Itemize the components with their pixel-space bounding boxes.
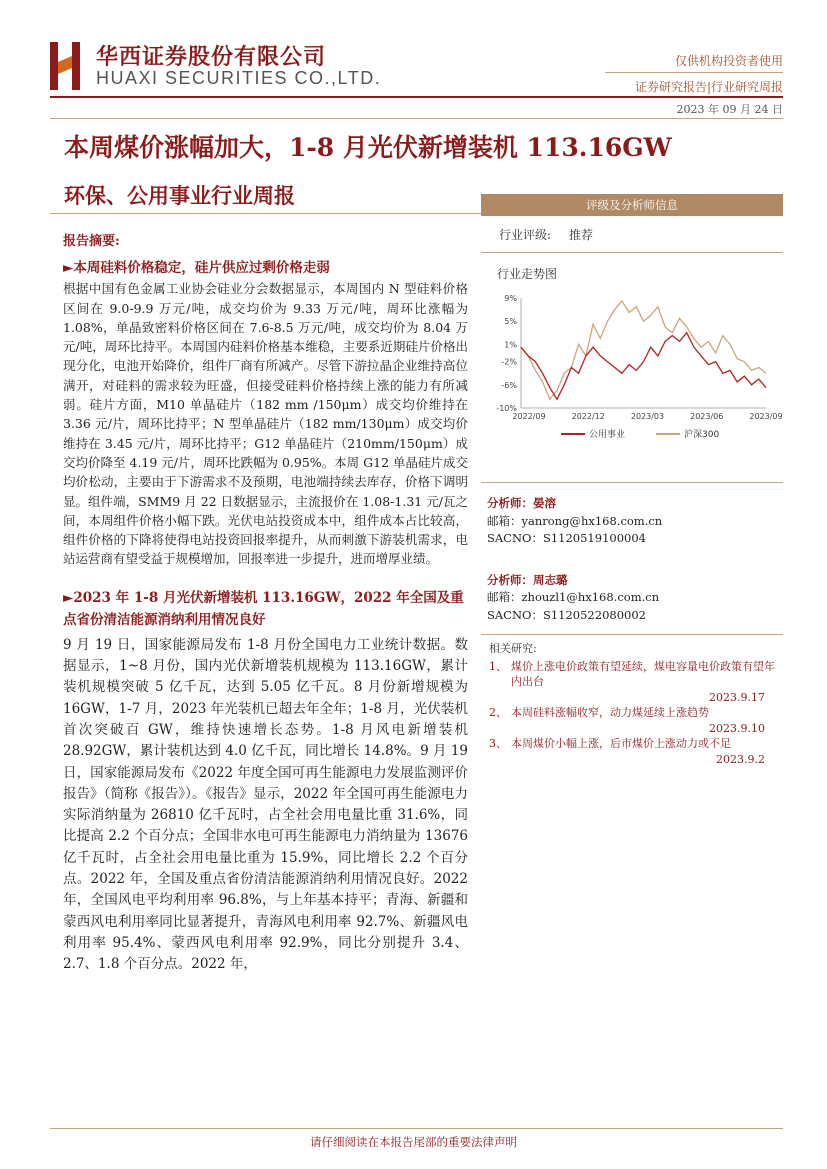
legend-label: 沪深300	[684, 430, 720, 440]
header-divider-bottom	[50, 118, 783, 119]
page-subtitle: 环保、公用事业行业周报	[64, 183, 295, 208]
related-research	[481, 641, 783, 767]
section-heading: ►2023 年 1-8 月光伏新增装机 113.16GW，2022 年全国及重点省份清洁能源消纳利用情况良好	[63, 589, 464, 628]
analyst-email[interactable]: 邮箱：yanrong@hx168.com.cn	[487, 513, 663, 528]
analyst-list	[481, 495, 783, 624]
section-paragraph: 9 月 19 日，国家能源局发布 1-8 月份全国电力工业统计数据。数据显示，1~8 月份，国内光伏新增装机规模为 113.16GW，累计装机规模突破 5 亿千瓦，达到 5.05 亿千瓦。8 月份新增规模为 16GW，1-7 月，2023 年光装机已超去年全年；1-8 月，光伏装机首次突破百 GW，维持快速增长态势。1-8 月风电新增装机 28.92GW，累计装机达到 4.0 亿千瓦，同比增长 14.8%。9 月 19 日，国家能源局发布《2022 年度全国可再生能源电力发展监测评价报告》（简称《报告》）。《报告》显示，2022 年全国可再生能源电力实际消纳量为 26810 亿千瓦时，占全社会用电量比重 31.6%，同比提高 2.2 个百分点；全国非水电可再生能源电力消纳量为 13676 亿千瓦时，占全社会用电量比重为 15.9%，同比增长 2.2 个百分点。2022 年，全国及重点省份清洁能源消纳利用情况良好。2022 年，全国风电平均利用率 96.8%，与上年基本持平；青海、新疆和蒙西风电利用率同比显著提升，青海风电利用率 92.7%、新疆风电利用率 95.4%、蒙西风电利用率 92.9%，同比分别提升 3.4、2.7、1.8 个百分点。2022 年，	[63, 636, 468, 973]
company-name-en: HUAXI SECURITIES CO.,LTD.	[96, 68, 382, 88]
trend-label: 行业走势图	[497, 267, 558, 281]
audience-note: 仅供机构投资者使用	[674, 54, 783, 68]
related-date: 2023.9.17	[709, 690, 765, 704]
related-item[interactable]: 1、 煤价上涨电价政策有望延续，煤电容量电价政策有望年内出台	[489, 659, 775, 688]
y-tick-label: -6%	[501, 380, 517, 390]
y-tick-label: 9%	[504, 294, 517, 303]
series-line	[521, 301, 766, 399]
rating-value: 推荐	[569, 228, 594, 242]
y-tick-label: 5%	[504, 317, 517, 327]
y-tick-label: -2%	[501, 357, 517, 367]
sidebar-divider	[481, 634, 783, 635]
header-divider-main	[50, 96, 783, 98]
related-date: 2023.9.10	[709, 721, 765, 735]
report-body	[63, 232, 468, 976]
summary-label: 报告摘要:	[63, 234, 120, 249]
x-tick-label: 2022/12	[571, 412, 605, 421]
x-tick-label: 2022/09	[512, 412, 546, 421]
x-tick-label: 2023/03	[630, 412, 665, 421]
x-tick-label: 2023/06	[690, 412, 724, 421]
section-heading: ►本周硅料价格稳定，硅片供应过剩价格走弱	[63, 260, 330, 277]
analyst-name: 分析师：周志璐	[487, 572, 568, 587]
sidebar-divider	[481, 252, 783, 253]
page-title: 本周煤价涨幅加大，1-8 月光伏新增装机 113.16GW	[64, 133, 672, 162]
legend-label: 公用事业	[589, 430, 626, 440]
company-logo	[50, 38, 80, 90]
x-tick-label: 2023/09	[749, 412, 783, 421]
y-tick-label: 1%	[504, 340, 517, 350]
analyst-name: 分析师：晏溶	[487, 496, 556, 510]
report-date: 2023 年 09 月 24 日	[676, 103, 783, 116]
y-tick-label: -10%	[496, 404, 517, 413]
analyst-sac: SACNO：S1120519100004	[487, 531, 646, 545]
analyst-card	[481, 495, 783, 548]
header-divider	[605, 72, 783, 73]
legal-notice[interactable]: 请仔细阅读在本报告尾部的重要法律声明	[310, 1135, 517, 1149]
related-item[interactable]: 2、 本周硅料涨幅收窄，动力煤延续上涨趋势	[489, 706, 709, 719]
section-paragraph: 根据中国有色金属工业协会硅业分会数据显示，本周国内 N 型硅料价格区间在 9.0-9.9 万元/吨，成交均价为 9.33 万元/吨，周环比涨幅为 1.08%，单晶致密料价格区间在 7.6-8.5 万元/吨，成交均价为 8.04 万元/吨，周环比持平。本周国内硅料价格基本维稳，主要系近期硅片价格出现分化，电池开始降价，组件厂商有所减产。尽管下游拉晶企业维持高位满开，对硅料的需求较为旺盛，但接受硅料价格持续上涨的能力有所减弱。硅片方面，M10 单晶硅片（182 mm /150μm）成交均价维持在 3.36 元/片，周环比持平；N 型单晶硅片（182 mm/130μm）成交均价维持在 3.45 元/片，周环比持平；G12 单晶硅片（210mm/150μm）成交均价降至 4.19 元/片，周环比跌幅为 0.95%。本周 G12 单晶硅片成交均价松动，主要由于下游需求不及预期，电池端持续去库存，价格下调明显。组件端，SMM9 月 22 日数据显示，主流报价在 1.08-1.31 元/瓦之间，本周组件价格小幅下跌。光伏电站投资成本中，组件成本占比较高，组件价格的下降将使得电站投资回报率提升，从而刺激下游装机需求，电站运营商有望受益于规模增加，回报率进一步提升，进而增厚业绩。	[63, 281, 469, 567]
report-type: 证券研究报告|行业研究周报	[634, 80, 783, 94]
related-date: 2023.9.2	[716, 752, 765, 766]
trend-chart	[481, 288, 783, 478]
company-name-cn: 华西证券股份有限公司	[96, 45, 327, 70]
rating-row	[481, 226, 783, 252]
sidebar	[481, 194, 783, 767]
analyst-email[interactable]: 邮箱：zhouzl1@hx168.com.cn	[487, 590, 660, 604]
analyst-card	[481, 572, 783, 625]
related-title: 相关研究:	[489, 642, 537, 655]
rating-label: 行业评级:	[499, 228, 552, 242]
footer-divider	[50, 1128, 783, 1129]
related-item[interactable]: 3、 本周煤价小幅上涨，后市煤价上涨动力或不足	[489, 737, 731, 750]
analyst-sac: SACNO：S1120522080002	[487, 607, 646, 622]
sidebar-divider	[481, 482, 783, 483]
rating-header: 评级及分析师信息	[481, 194, 783, 216]
